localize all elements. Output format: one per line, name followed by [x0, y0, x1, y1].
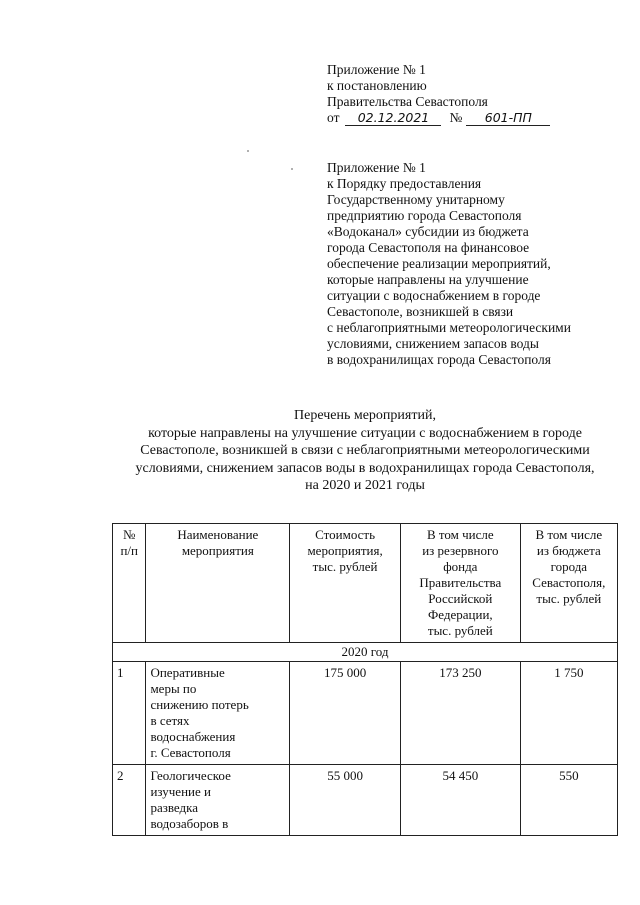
header-budget: В том числе из бюджета города Севастополя, тыс. рублей	[520, 524, 617, 643]
appendix-2-line: в водохранилищах города Севастополя	[327, 352, 551, 367]
appendix-1-header	[327, 62, 627, 126]
appendix-1-line: Правительства Севастополя	[327, 94, 488, 109]
handwritten-number: 601-ПП	[466, 111, 550, 126]
date-number-line	[327, 110, 627, 126]
date-prefix: от	[327, 110, 340, 125]
appendix-2-header	[327, 160, 627, 368]
row-name: Геологическое изучение и разведка водозаборов в	[146, 765, 290, 836]
document-title	[100, 407, 630, 495]
header-num: № п/п	[113, 524, 146, 643]
title-line: условиями, снижением запасов воды в водохранилищах города Севастополя,	[135, 460, 595, 476]
appendix-2-line: «Водоканал» субсидии из бюджета	[327, 224, 529, 239]
header-reserve: В том числе из резервного фонда Правительства Российской Федерации, тыс. рублей	[400, 524, 520, 643]
title-line: на 2020 и 2021 годы	[305, 478, 425, 493]
header-name: Наименование мероприятия	[146, 524, 290, 643]
table-header-row	[113, 524, 618, 643]
row-cost: 175 000	[290, 662, 401, 765]
appendix-2-line: обеспечение реализации мероприятий,	[327, 256, 551, 271]
appendix-2-line: города Севастополя на финансовое	[327, 240, 530, 255]
appendix-1-line: к постановлению	[327, 78, 427, 93]
row-num: 1	[113, 662, 146, 765]
appendix-2-line: Государственному унитарному	[327, 192, 505, 207]
scan-speck	[291, 168, 293, 170]
title-line: Перечень мероприятий,	[294, 408, 436, 423]
number-prefix: №	[449, 110, 463, 125]
year-label: 2020 год	[113, 643, 618, 662]
appendix-2-line: ситуации с водоснабжением в городе	[327, 288, 541, 303]
appendix-2-line: Севастополе, возникшей в связи	[327, 304, 514, 319]
appendix-2-line: условиями, снижением запасов воды	[327, 336, 539, 351]
row-reserve: 54 450	[400, 765, 520, 836]
handwritten-date: 02.12.2021	[345, 111, 441, 126]
appendix-2-line: Приложение № 1	[327, 160, 426, 175]
appendix-2-line: предприятию города Севастополя	[327, 208, 522, 223]
row-reserve: 173 250	[400, 662, 520, 765]
row-num: 2	[113, 765, 146, 836]
table-row	[113, 765, 618, 836]
header-cost: Стоимость мероприятия, тыс. рублей	[290, 524, 401, 643]
title-line: Севастополе, возникшей в связи с неблагоприятными метеорологическими	[140, 443, 590, 458]
row-budget: 1 750	[520, 662, 617, 765]
row-name: Оперативные меры по снижению потерь в сетях водоснабжения г. Севастополя	[146, 662, 290, 765]
row-budget: 550	[520, 765, 617, 836]
row-cost: 55 000	[290, 765, 401, 836]
title-line: которые направлены на улучшение ситуации с водоснабжением в городе	[148, 425, 582, 441]
appendix-2-line: с неблагоприятными метеорологическими	[327, 320, 571, 335]
year-row	[113, 643, 618, 662]
measures-table	[112, 523, 618, 836]
appendix-2-line: которые направлены на улучшение	[327, 272, 529, 287]
appendix-2-line: к Порядку предоставления	[327, 176, 482, 191]
appendix-1-line: Приложение № 1	[327, 62, 426, 77]
scan-speck	[247, 150, 249, 152]
table-row	[113, 662, 618, 765]
